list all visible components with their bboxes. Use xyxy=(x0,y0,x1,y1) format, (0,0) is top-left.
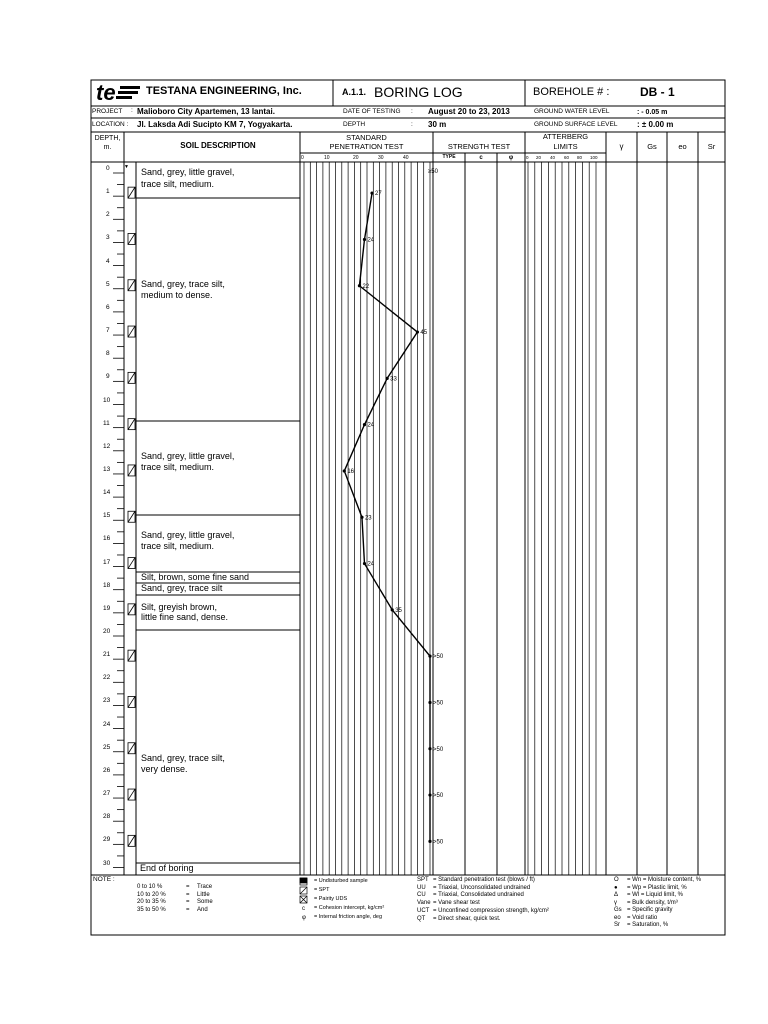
layer-1-line-2: trace silt, medium. xyxy=(141,179,215,189)
spt-value-label: >50 xyxy=(433,793,444,800)
atterberg-col-header-2: LIMITS xyxy=(553,142,578,151)
spt-tick-20: 20 xyxy=(353,155,359,161)
spt-value-label: >50 xyxy=(433,654,444,661)
depth-label: 14 xyxy=(103,489,111,497)
depth-label: 22 xyxy=(103,674,111,682)
layer-8-line-1: Sand, grey, trace silt, xyxy=(141,753,225,763)
logo-mark xyxy=(94,80,144,106)
undisturbed-sample-fill xyxy=(300,878,307,883)
spt-value-label: 24 xyxy=(367,237,375,244)
gsl-value: : ± 0.00 m xyxy=(637,120,674,129)
prop-abbr: Sr xyxy=(614,922,620,928)
symbol-text: = Cohesion intercept, kg/cm² xyxy=(314,905,385,911)
spt-point xyxy=(428,701,431,704)
prop-text: = Wp = Plastic limit, % xyxy=(627,884,687,891)
att-tick-80: 80 xyxy=(577,155,583,160)
prop-abbr: Δ xyxy=(614,892,619,898)
att-tick-20: 20 xyxy=(536,155,542,160)
depth-label: 8 xyxy=(106,350,110,358)
prop-text: = Saturation, % xyxy=(627,922,669,928)
spt-value-label: >50 xyxy=(433,700,444,707)
spt-col-header-1: STANDARD xyxy=(346,133,387,142)
gwl-value: : - 0.05 m xyxy=(637,109,668,116)
end-of-boring: End of boring xyxy=(140,863,194,873)
project-colon: : xyxy=(131,107,133,114)
spt-point xyxy=(363,562,366,565)
prop-range: 0 to 10 % xyxy=(137,884,163,890)
prop-range: 10 to 20 % xyxy=(137,891,166,898)
prop-term: And xyxy=(197,906,208,913)
strength-col-header: STRENGTH TEST xyxy=(447,142,511,151)
location-label: LOCATION : xyxy=(92,121,129,128)
depth-label: 26 xyxy=(103,766,111,774)
depth-label: 10 xyxy=(103,396,111,404)
layer-8-line-2: very dense. xyxy=(141,764,188,774)
symbol-abbr: c xyxy=(302,906,305,912)
test-abbr: UU xyxy=(417,884,426,891)
spt-tick-40: 40 xyxy=(403,155,409,161)
test-text: = Unconfined compression strength, kg/cm² xyxy=(433,907,549,914)
test-abbr: SPT xyxy=(417,877,429,883)
depth-label: 0 xyxy=(106,165,110,172)
depth-label: 23 xyxy=(103,697,111,705)
prop-text: = Specific gravity xyxy=(627,907,673,913)
spt-point xyxy=(363,423,366,426)
spt-point xyxy=(358,284,361,287)
layer-3-line-2: trace silt, medium. xyxy=(141,462,215,472)
layer-4-line-1: Sand, grey, little gravel, xyxy=(141,530,235,540)
depth-label: 27 xyxy=(103,790,111,798)
depth-label: 21 xyxy=(103,651,111,659)
date-label: DATE OF TESTING xyxy=(343,108,401,115)
spt-over-50: ≥50 xyxy=(428,169,438,175)
prop-term: Trace xyxy=(197,884,213,890)
sr-col-header: Sr xyxy=(707,142,716,151)
type-col-header: TYPE xyxy=(442,154,456,160)
depth-label: 1 xyxy=(106,188,110,196)
spt-value-label: >50 xyxy=(433,839,444,846)
test-abbr: QT xyxy=(417,915,426,922)
water-level-marker: ▼ xyxy=(124,164,129,170)
project-value: Malioboro City Apartemen, 13 lantai. xyxy=(137,107,275,116)
borehole-value: DB - 1 xyxy=(640,85,675,99)
depth-label: 5 xyxy=(106,280,110,288)
prop-abbr: Gs xyxy=(614,907,622,913)
prop-abbr: eo xyxy=(614,914,621,921)
prop-abbr: γ xyxy=(614,899,617,906)
depth-label: 4 xyxy=(106,257,110,265)
svg-text:te: te xyxy=(96,80,116,105)
spt-col-header-2: PENETRATION TEST xyxy=(329,142,404,151)
test-text: = Direct shear, quick test. xyxy=(433,915,501,922)
prop-eq: = xyxy=(186,891,190,898)
spt-value-label: 27 xyxy=(375,191,382,198)
project-label: PROJECT xyxy=(92,108,123,115)
spt-value-label: 24 xyxy=(367,561,375,568)
spt-tick-10: 10 xyxy=(324,155,330,161)
depth-label: 12 xyxy=(103,442,111,450)
eo-col-header: eo xyxy=(678,142,687,151)
depth-label: 3 xyxy=(106,234,110,242)
spt-value-label: 22 xyxy=(362,283,370,290)
spt-point xyxy=(428,793,431,796)
spt-point xyxy=(428,655,431,658)
spt-point xyxy=(360,516,363,519)
symbol-abbr: φ xyxy=(302,915,306,921)
date-value: August 20 to 23, 2013 xyxy=(428,107,510,116)
depth-label: 13 xyxy=(103,465,111,473)
layer-7-line-2: little fine sand, dense. xyxy=(141,612,229,622)
spt-point xyxy=(416,330,419,333)
doc-title: BORING LOG xyxy=(374,84,463,100)
depth-label: 2 xyxy=(106,211,110,219)
depth-col-unit: m. xyxy=(103,144,112,151)
prop-text: = Void ratio xyxy=(627,914,658,921)
spt-point xyxy=(391,608,394,611)
layer-6-line-1: Sand, grey, trace silt xyxy=(141,583,223,593)
depth-label: 7 xyxy=(106,327,110,335)
att-tick-100: 100 xyxy=(590,155,598,160)
soil-col-header: SOIL DESCRIPTION xyxy=(180,141,256,150)
prop-abbr: O xyxy=(614,877,619,883)
spt-value-label: 35 xyxy=(395,607,402,614)
date-colon: : xyxy=(411,108,413,115)
note-label: NOTE : xyxy=(93,876,115,883)
spt-value-label: 16 xyxy=(347,468,355,475)
depth-label: 29 xyxy=(103,836,111,844)
prop-term: Some xyxy=(197,899,213,905)
depth-col-header: DEPTH, xyxy=(94,135,121,142)
spt-point xyxy=(386,377,389,380)
test-text: = Triaxial, Consolidated undrained xyxy=(433,892,524,899)
depth-label: 28 xyxy=(103,813,111,821)
layer-2-line-2: medium to dense. xyxy=(141,290,213,300)
test-text: = Standard penetration test (blows / ft) xyxy=(433,877,535,883)
depth-label: 15 xyxy=(103,512,111,520)
depth-label: 16 xyxy=(103,535,111,543)
test-text: = Triaxial, Unconsolidated undrained xyxy=(433,884,531,891)
layer-3-line-1: Sand, grey, little gravel, xyxy=(141,451,235,461)
depth-label: DEPTH xyxy=(343,121,366,128)
layer-5-line-1: Silt, brown, some fine sand xyxy=(141,572,250,582)
depth-colon: : xyxy=(411,121,413,128)
prop-term: Little xyxy=(197,891,210,898)
test-abbr: UCT xyxy=(417,907,430,914)
spt-value-label: >50 xyxy=(433,746,444,753)
gs-col-header: Gs xyxy=(647,142,657,151)
gsl-label: GROUND SURFACE LEVEL xyxy=(534,121,618,128)
symbol-text: = Internal friction angle, deg xyxy=(314,914,383,920)
depth-label: 17 xyxy=(103,558,111,566)
gwl-label: GROUND WATER LEVEL xyxy=(534,108,610,115)
prop-text: = Wn = Moisture content, % xyxy=(627,877,702,883)
symbol-text: = Undisturbed sample xyxy=(314,878,368,884)
layer-2-line-1: Sand, grey, trace silt, xyxy=(141,279,225,289)
depth-label: 6 xyxy=(106,303,110,311)
test-abbr: CU xyxy=(417,892,426,899)
spt-value-label: 33 xyxy=(390,376,397,383)
prop-range: 35 to 50 % xyxy=(137,906,166,913)
atterberg-col-header-1: ATTERBERG xyxy=(542,132,589,141)
att-tick-60: 60 xyxy=(564,155,570,160)
spt-point xyxy=(428,747,431,750)
depth-value: 30 m xyxy=(428,120,447,129)
spt-tick-30: 30 xyxy=(378,155,384,161)
spt-point xyxy=(370,192,373,195)
prop-text: = Bulk density, t/m³ xyxy=(627,899,678,906)
prop-abbr: ● xyxy=(614,884,618,891)
spt-value-label: 23 xyxy=(364,515,372,522)
depth-label: 9 xyxy=(106,373,110,381)
symbol-text: = SPT xyxy=(314,887,330,893)
spt-point xyxy=(363,238,366,241)
depth-label: 18 xyxy=(103,581,111,589)
prop-eq: = xyxy=(186,906,190,913)
prop-eq: = xyxy=(186,884,190,890)
depth-label: 11 xyxy=(103,419,110,427)
prop-text: = Wl = Liquid limit, % xyxy=(627,892,684,898)
depth-label: 30 xyxy=(103,859,111,867)
phi-col-header: φ xyxy=(508,155,514,161)
doc-prefix: A.1.1. xyxy=(342,87,367,97)
depth-label: 20 xyxy=(103,628,111,635)
depth-label: 24 xyxy=(103,720,111,728)
spt-value-label: 45 xyxy=(420,330,428,337)
depth-label: 19 xyxy=(103,604,111,612)
depth-label: 25 xyxy=(103,743,111,751)
layer-7-line-1: Silt, greyish brown, xyxy=(141,602,218,612)
att-tick-0: 0 xyxy=(526,155,529,160)
att-tick-40: 40 xyxy=(550,155,556,160)
location-value: Jl. Laksda Adi Sucipto KM 7, Yogyakarta. xyxy=(137,120,293,129)
prop-eq: = xyxy=(186,899,190,905)
company-name: TESTANA ENGINEERING, Inc. xyxy=(146,85,302,97)
spt-point xyxy=(343,469,346,472)
prop-range: 20 to 35 % xyxy=(137,899,166,905)
c-col-header: c xyxy=(479,155,483,161)
layer-4-line-2: trace silt, medium. xyxy=(141,541,215,551)
gamma-col-header: γ xyxy=(619,142,624,151)
test-text: = Vane shear test xyxy=(433,900,480,907)
borehole-label: BOREHOLE # : xyxy=(533,86,610,98)
symbol-text: = Pairity UDS xyxy=(314,896,348,902)
spt-value-label: 24 xyxy=(367,422,375,429)
spt-point xyxy=(428,840,431,843)
test-abbr: Vane xyxy=(417,900,431,907)
spt-tick-0: 0 xyxy=(301,155,304,161)
layer-1-line-1: Sand, grey, little gravel, xyxy=(141,167,235,177)
